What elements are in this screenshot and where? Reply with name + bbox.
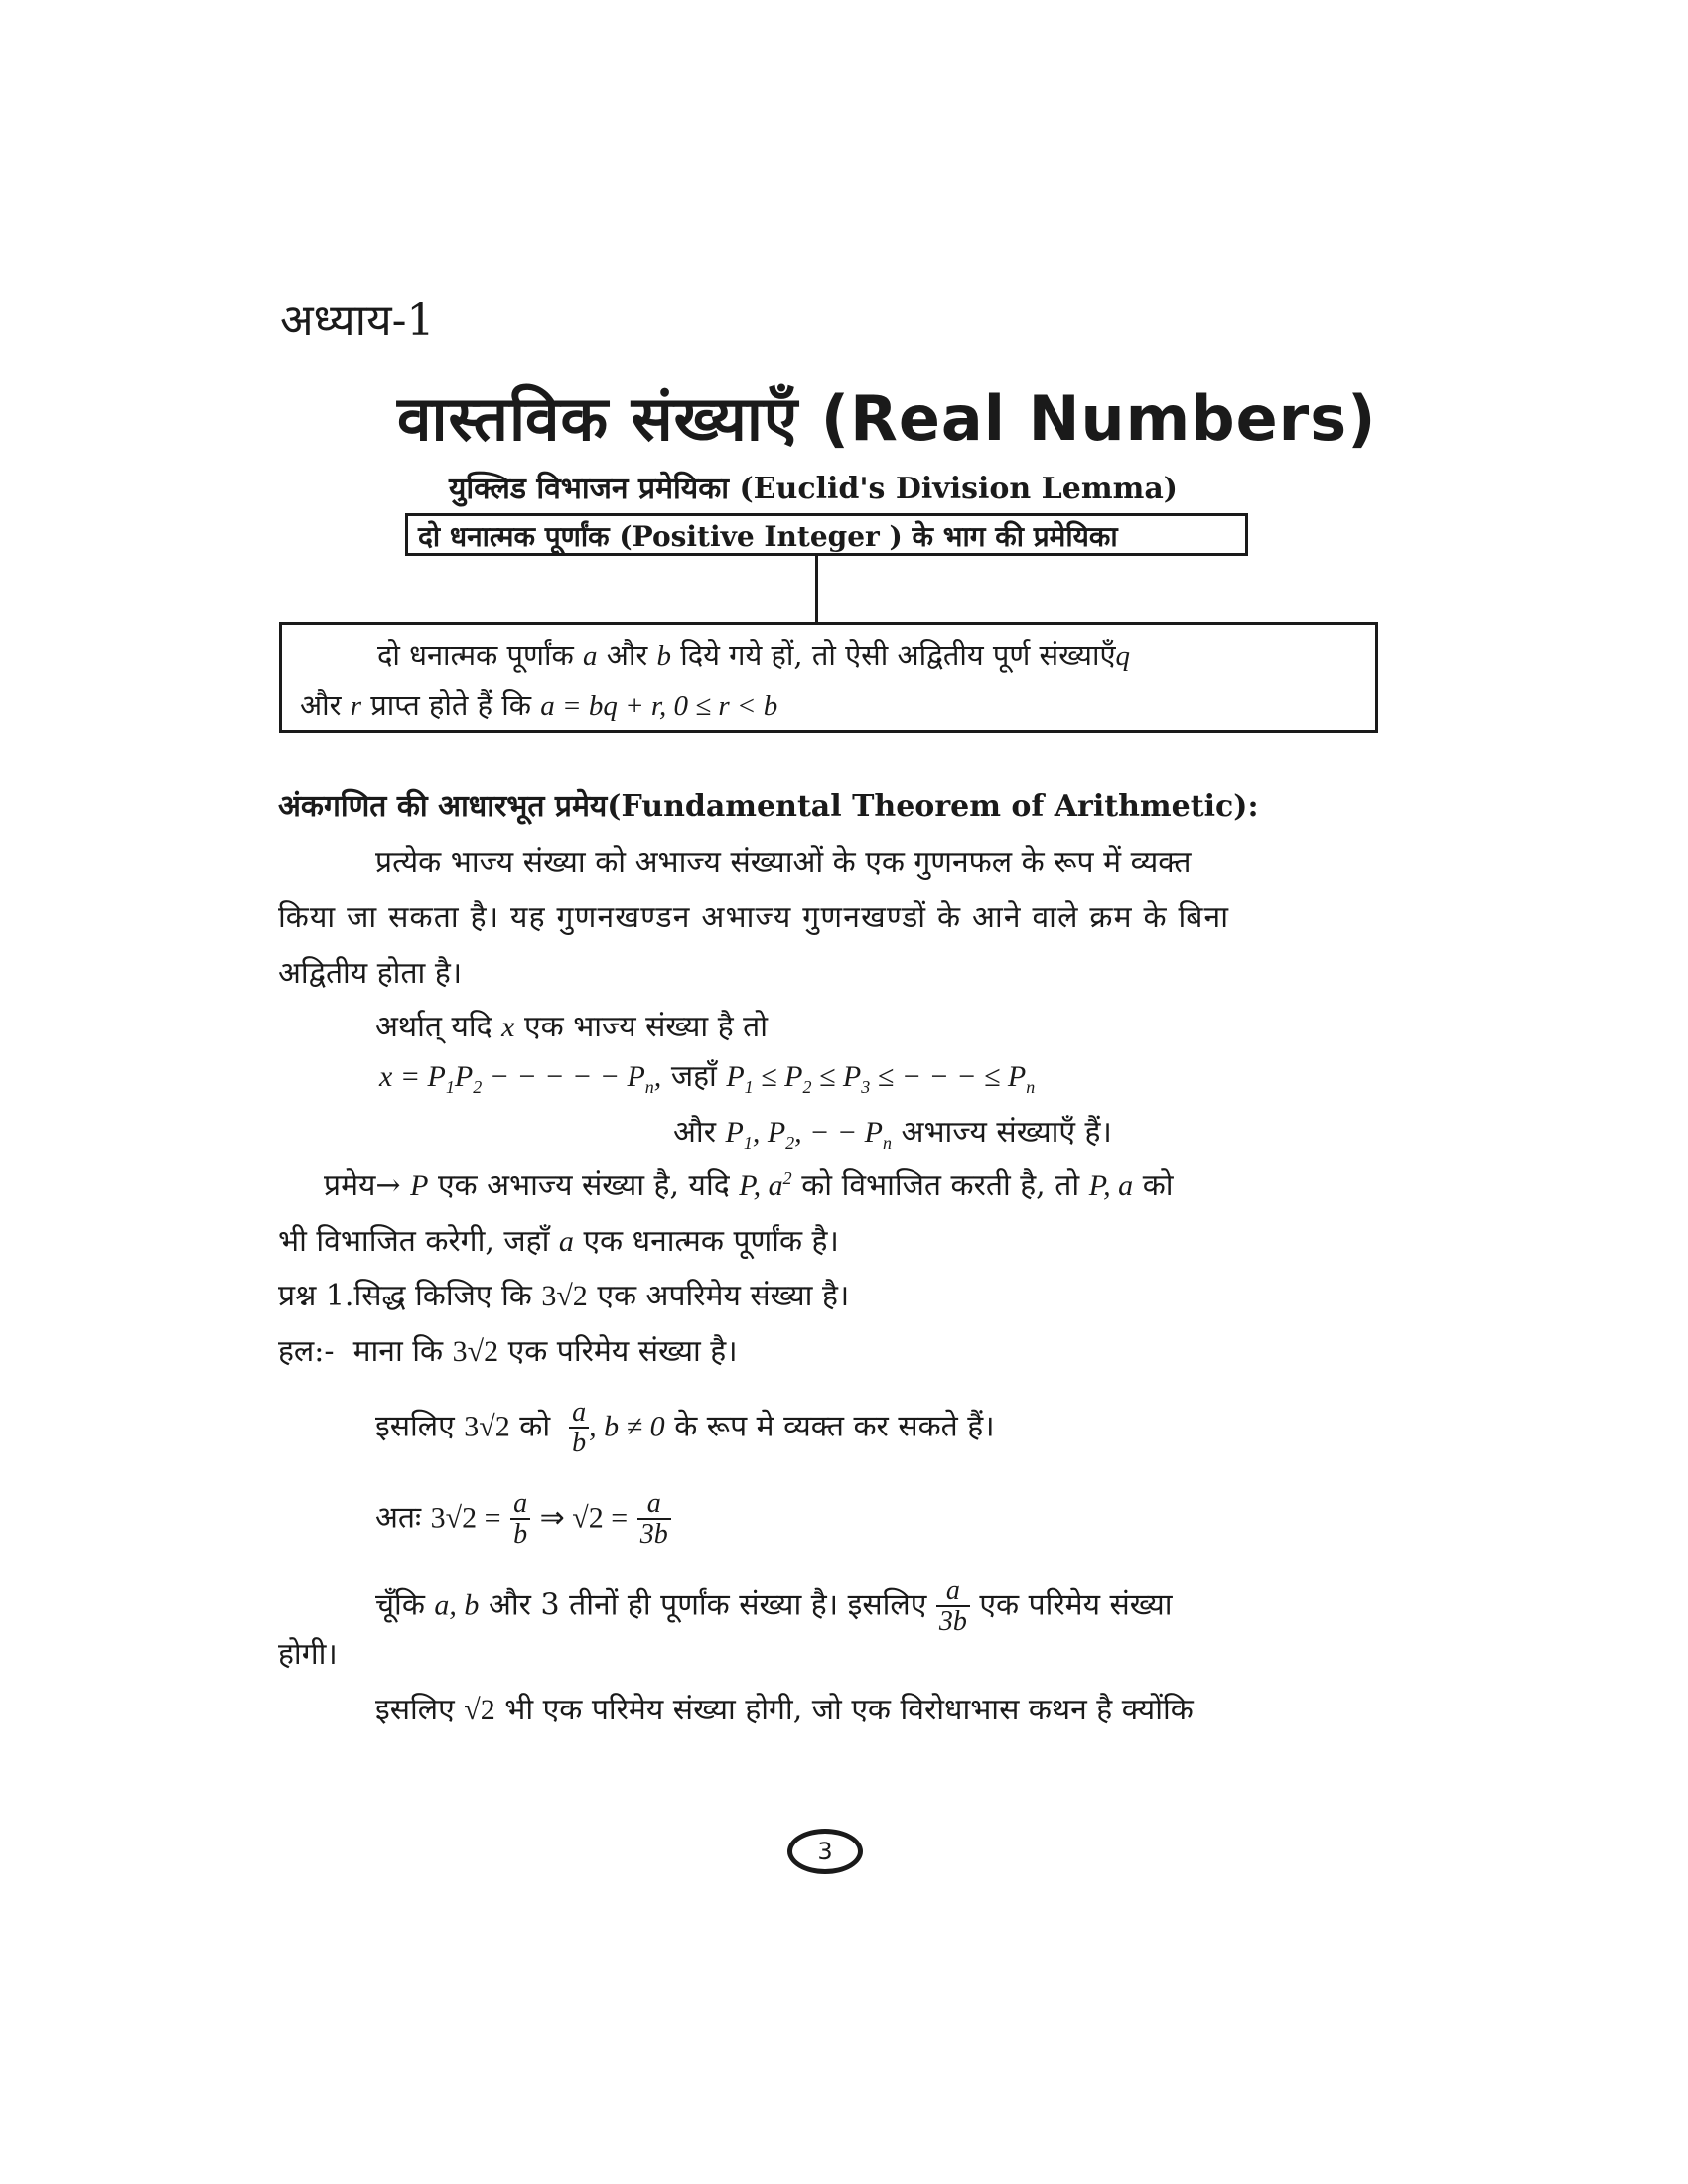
text: भी एक परिमेय संख्या होगी, जो एक विरोधाभास कथन है क्योंकि	[504, 1693, 1194, 1727]
text: और 3 तीनों ही पूर्णांक संख्या है। इसलिए	[488, 1587, 927, 1623]
text: इसलिए	[375, 1409, 455, 1444]
lemma-text: दिये गये हों, तो ऐसी अद्वितीय पूर्ण संख्याएँ	[680, 638, 1116, 672]
lemma-text: और	[606, 638, 648, 672]
lemma-text: और	[300, 688, 342, 722]
solution-line-5	[375, 1688, 1194, 1728]
text: अर्थात् यदि	[375, 1010, 492, 1044]
text: को	[1142, 1168, 1174, 1203]
connector-line	[815, 553, 818, 624]
para-text: प्रत्येक भाज्य संख्या को अभाज्य संख्याओं के एक गुणनफल के रूप में व्यक्त	[375, 845, 1192, 880]
expr-3root2: 3√2	[452, 1335, 499, 1368]
expr-root2: √2	[464, 1694, 495, 1726]
page-number: 3	[787, 1829, 863, 1874]
division-formula: a = bq + r, 0 ≤ r < b	[540, 690, 778, 722]
theorem-line-1: प्रमेय→ P एक अभाज्य संख्या है, यदि P, $a^2$ को विभाजित करती है, तो P, a को	[324, 1168, 1174, 1203]
text: को	[519, 1409, 551, 1444]
var-a: a	[583, 640, 598, 672]
fta-para-line-3: अद्वितीय होता है।	[278, 956, 463, 991]
fta-para-line-2: किया जा सकता है। यह गुणनखण्डन अभाज्य गुणनखण्डों के आने वाले क्रम के बिना	[278, 900, 1230, 935]
text: एक अभाज्य संख्या है, यदि	[437, 1168, 730, 1203]
expr: 3√2 =	[430, 1501, 501, 1535]
primes-line: और $P_1$, $P_2$, − − $P_n$ अभाज्य संख्याएँ हैं।	[673, 1115, 1112, 1153]
var-a: a	[558, 1225, 574, 1258]
text: एक धनात्मक पूर्णांक है।	[583, 1224, 839, 1259]
expr-3root2: 3√2	[541, 1280, 588, 1312]
factorization-formula: $x = P_1P_2$ − − − − − $P_n$, जहाँ $P_1 \le P_2 \le P_3$ ≤ − − − ≤ $P_n$	[379, 1059, 1036, 1097]
lemma-header-text: दो धनात्मक पूर्णांक (Positive Integer ) के भाग की प्रमेयिका	[418, 520, 1118, 553]
lemma-text: दो धनात्मक पूर्णांक	[377, 638, 574, 672]
text: को विभाजित करती है, तो	[801, 1168, 1080, 1203]
text: और	[673, 1115, 716, 1150]
theorem-label: प्रमेय→	[324, 1168, 401, 1203]
solution-line-2	[375, 1398, 995, 1458]
text: अभाज्य संख्याएँ हैं।	[901, 1115, 1112, 1150]
solution-line-1	[278, 1329, 738, 1370]
lemma-header-box	[405, 513, 1248, 556]
text: इसलिए	[375, 1693, 455, 1727]
var-q: q	[1115, 640, 1130, 672]
fraction-a-3b: $\frac{a}{3b}$	[637, 1489, 671, 1550]
that-is-line	[375, 1005, 768, 1045]
page-title: वास्तविक संख्याएँ (Real Numbers)	[397, 382, 1377, 455]
solution-line-4b: होगी।	[278, 1637, 338, 1672]
text: एक परिमेय संख्या है।	[507, 1334, 738, 1369]
var-Pa: P, a	[1088, 1169, 1134, 1202]
solution-line-3	[375, 1489, 671, 1550]
text: एक भाज्य संख्या है तो	[524, 1010, 769, 1044]
expr: ⇒ √2 =	[539, 1501, 629, 1535]
where-text: जहाँ	[670, 1059, 717, 1094]
text: माना कि	[352, 1334, 444, 1369]
section-subtitle: युक्लिड विभाजन प्रमेयिका (Euclid's Division Lemma)	[449, 472, 1178, 506]
lemma-line-1	[377, 635, 1130, 674]
question-label: प्रश्न 1.	[278, 1279, 354, 1313]
lemma-text: प्राप्त होते हैं कि	[370, 688, 532, 722]
condition: , b ≠ 0	[589, 1410, 665, 1443]
lemma-statement-box	[279, 622, 1378, 733]
var-b: b	[656, 640, 671, 672]
text: भी विभाजित करेगी, जहाँ	[278, 1224, 550, 1259]
fta-para-line-1	[278, 840, 1388, 881]
expr-3root2: 3√2	[464, 1410, 510, 1443]
lemma-line-2	[300, 685, 777, 724]
text: एक परिमेय संख्या	[979, 1587, 1173, 1623]
fraction-a-b: $\frac{a}{b}$	[510, 1489, 530, 1550]
text: अतः	[375, 1500, 422, 1536]
var-ab: a, b	[434, 1588, 480, 1622]
var-x: x	[501, 1011, 515, 1043]
chapter-label: अध्याय-1	[280, 295, 435, 345]
solution-label: हल:-	[278, 1334, 335, 1369]
line-content	[278, 1576, 1173, 1637]
text: के रूप मे व्यक्त कर सकते हैं।	[674, 1409, 995, 1444]
var-r: r	[350, 690, 362, 722]
theorem-line-2	[278, 1219, 839, 1260]
text: चूँकि	[375, 1587, 425, 1623]
var-P: P	[410, 1169, 429, 1202]
text: एक अपरिमेय संख्या है।	[597, 1279, 850, 1313]
solution-line-4	[278, 1576, 1388, 1637]
question-1	[278, 1274, 849, 1314]
fta-heading: अंकगणित की आधारभूत प्रमेय(Fundamental Theorem of Arithmetic):	[278, 789, 1259, 824]
text: सिद्ध किजिए कि	[353, 1279, 532, 1313]
fraction-a-b: $\frac{a}{b}$	[569, 1398, 589, 1458]
fraction-a-3b: $\frac{a}{3b}$	[936, 1576, 970, 1637]
